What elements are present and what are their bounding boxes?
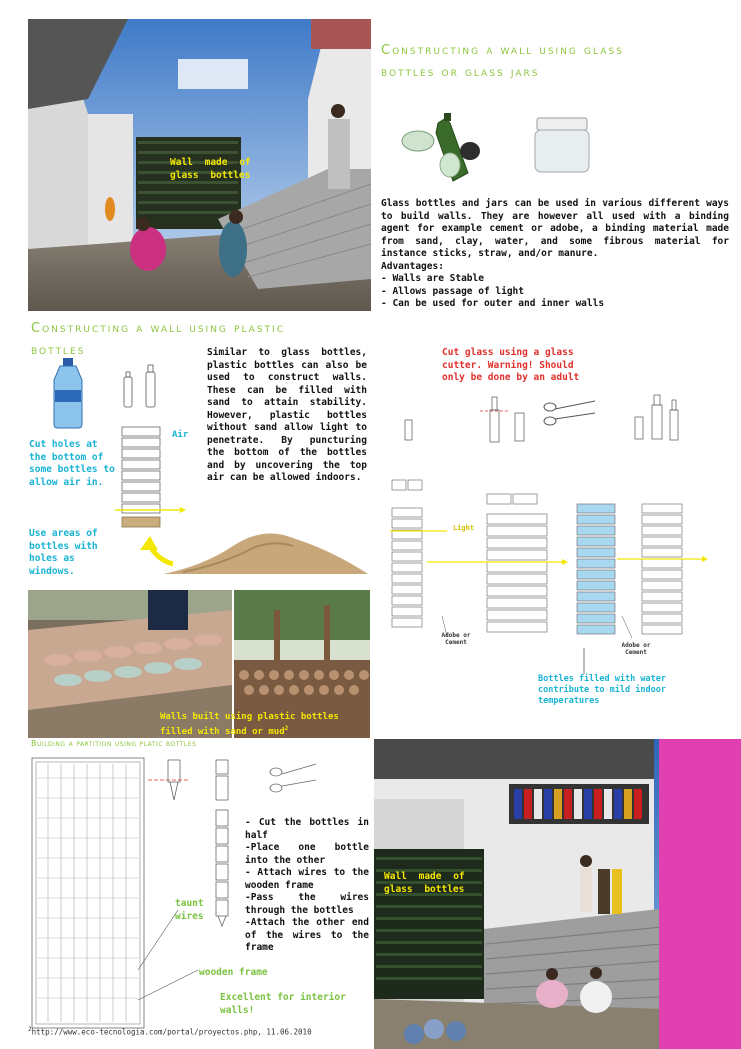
- holes-note: Cut holes at the bottom of some bottles to allow air in.: [29, 439, 115, 488]
- sand-pile-illustration: [163, 526, 368, 576]
- scissors-icon: [270, 764, 316, 792]
- glass-wall-section-diagrams: [392, 476, 712, 656]
- advantages-title: Advantages:: [381, 260, 444, 272]
- yellow-arrow-icon: [138, 536, 178, 571]
- windows-note: Use areas of bottles with holes as windows.: [29, 528, 98, 577]
- wooden-frame-label: wooden frame: [199, 967, 268, 978]
- photo-label-glass-wall: Wall made of glass bottles: [170, 157, 251, 181]
- plastic-description: Similar to glass bottles, plastic bottles can also be used to construct walls. These can be filled with sand to attain stability. However, plastic bottles without sand allow light to penetrate. By puncturing the bottom of the bottles and by uncovering the top air can be allowed indoors.: [207, 347, 367, 483]
- air-label: Air: [172, 430, 189, 440]
- footnote-marker: 2: [284, 725, 289, 732]
- water-note: Bottles filled with water contribute to mild indoor temperatures: [538, 674, 666, 706]
- photo-label-glass-wall-bottom: Wall made of glass bottles: [384, 871, 465, 895]
- footnote-number: 2: [28, 1026, 32, 1033]
- partition-frame-diagram: [32, 758, 144, 1028]
- partition-steps: [245, 817, 369, 955]
- advantage-item: - Can be used for outer and inner walls: [381, 298, 605, 309]
- partition-step: - Attach wires to the wooden frame: [245, 867, 369, 891]
- plastic-bottle-stack-diagram: [120, 425, 180, 530]
- cut-glass-warning: Cut glass using a glass cutter. Warning! Should only be done by an adult: [442, 347, 580, 383]
- water-bottle-illustration: [48, 358, 88, 428]
- footnote: $^2$http://www.eco-tecnologia.com/portal/proyectos.php, 11.06.2010: [28, 1026, 312, 1037]
- light-label: Light: [453, 524, 475, 532]
- courtyard-photo-top: [28, 19, 371, 311]
- partition-step: -Place one bottle into the other: [245, 842, 369, 866]
- excellent-note: Excellent for interior walls!: [220, 992, 346, 1016]
- scissors-icon: [544, 401, 595, 425]
- adobe-label-1: Adobe or Cement: [441, 632, 471, 646]
- taunt-wires-label: taunt wires: [175, 898, 204, 922]
- glass-section-title: Constructing a wall using glass bottles or glass jars: [381, 43, 624, 80]
- courtyard-photo-bottom: [374, 739, 741, 1049]
- advantage-item: - Walls are Stable: [381, 273, 484, 284]
- partition-step: -Pass the wires through the bottles: [245, 892, 369, 916]
- plastic-bottle-outline: [118, 362, 158, 412]
- plastic-photo-caption: Walls built using plastic bottles filled with sand or mud$^2$: [160, 712, 339, 737]
- partition-step: - Cut the bottles in half: [245, 817, 369, 841]
- glass-cutting-diagram: [400, 395, 690, 455]
- partition-section-title: Building a partition using platic bottles: [31, 739, 197, 748]
- glass-description: Glass bottles and jars can be used in various different ways to build walls. They are however all used with a binding agent for example cement or adobe, a binding material made from sand, clay, water, and some fibrous material for instance sticks, straw, and/or manure. Advantages: - Walls are Stable - Allows passage of light - Can be used for outer and inner walls: [381, 198, 729, 309]
- plastic-section-title: Constructing a wall using plastic bottles: [31, 321, 285, 358]
- glass-jar-illustration: [533, 116, 593, 176]
- glass-bottles-illustration: [398, 103, 498, 183]
- partition-step: -Attach the other end of the wires to the frame: [245, 917, 369, 953]
- adobe-label-2: Adobe or Cement: [621, 642, 651, 656]
- advantage-item: - Allows passage of light: [381, 285, 524, 297]
